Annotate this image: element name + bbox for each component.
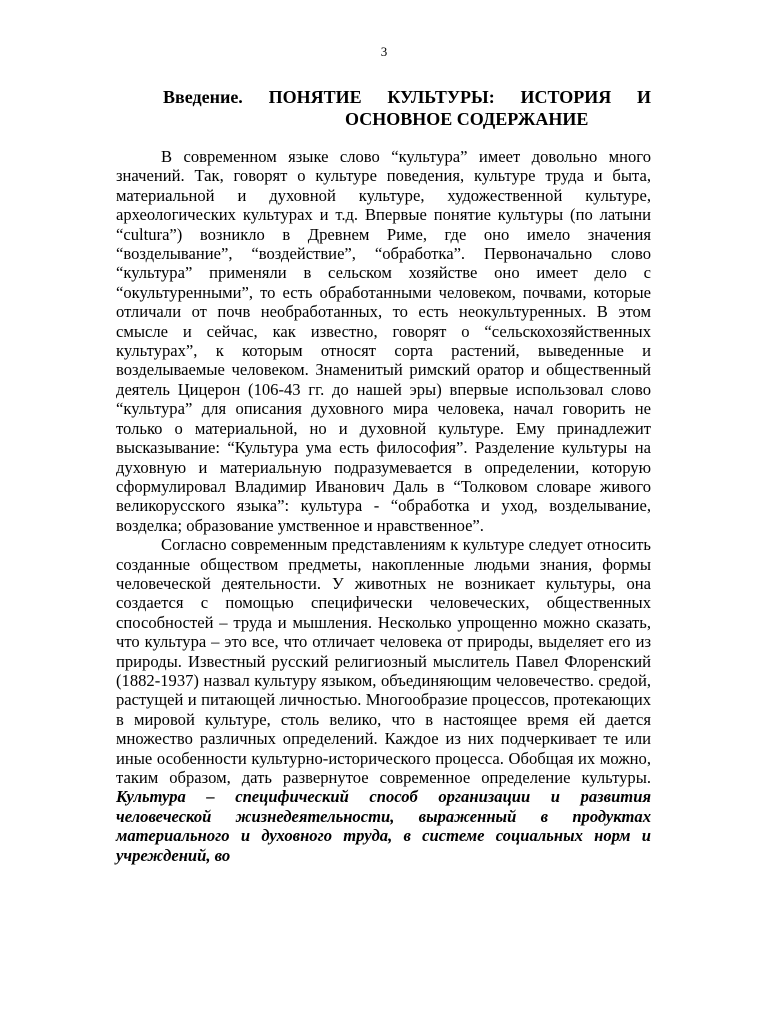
culture-definition: Культура – специфический способ организации и развития человеческой жизнедеятельности, выраженный в продуктах материального и духовного труда, в системе социальных норм и учреждений, во [116,787,651,865]
title-word: И [636,87,651,107]
page-number: 3 [380,44,388,59]
chapter-label: Введение. [163,87,243,107]
paragraph-text: Согласно современным представлениям к культуре следует относить созданные обществом предметы, накопленные людьми знания, формы человеческой деятельности. У животных не возникает культуры, она создается с помощью специфически человеческих, общественных способностей – труда и мышления. Несколько упрощенно можно сказать, что культура – это все, что отличает человека от природы, выделяет его из природы. Известный русский религиозный мыслитель Павел Флоренский (1882-1937) назвал культуру языком, объединяющим человечество. средой, растущей и питающей личностью. Многообразие процессов, протекающих в мировой культуре, столь велико, что в настоящее время ей дается множество различных определений. Каждое из них подчеркивает те или иные особенности культурно-исторического процесса. Обобщая их можно, таким образом, дать развернутое современное определение культуры. [116,535,651,787]
title-word: ИСТОРИЯ [520,87,612,107]
title-word: КУЛЬТУРЫ: [387,87,495,107]
title-word: ПОНЯТИЕ [268,87,362,107]
chapter-title [163,86,651,130]
paragraph: В современном языке слово “культура” имеет довольно много значений. Так, говорят о культуре поведения, культуре труда и быта, материальной и духовной культуре, художественной культуре, археологических культурах и т.д. Впервые понятие культуры (по латыни “cultura”) возникло в Древнем Риме, где оно имело значения “возделывание”, “воздействие”, “обработка”. Первоначально слово “культура” применяли в сельском хозяйстве оно имеет дело с “окультуренными”, то есть обработанными человеком, почвами, которые отличали от почв необработанных, то есть неокультуренных. В этом смысле и сейчас, как известно, говорят о “сельскохозяйственных культурах”, к которым относят сорта растений, выведенные и возделываемые человеком. Знаменитый римский оратор и общественный деятель Цицерон (106-43 гг. до нашей эры) впервые использовал слово “культура” для описания духовного мира человека, начал говорить не только о материальной, но и духовной культуре. Ему принадлежит высказывание: “Культура ума есть философия”. Разделение культуры на духовную и материальную подразумевается в определении, которую сформулировал Владимир Иванович Даль в “Толковом словаре живого великорусского языка”: культура - “обработка и уход, возделывание, возделка; образование умственное и нравственное”. [116,147,651,535]
chapter-title-line-1 [163,86,651,108]
chapter-title-line-2: ОСНОВНОЕ СОДЕРЖАНИЕ [345,109,589,129]
paragraph [116,535,651,865]
body-text [116,147,651,865]
